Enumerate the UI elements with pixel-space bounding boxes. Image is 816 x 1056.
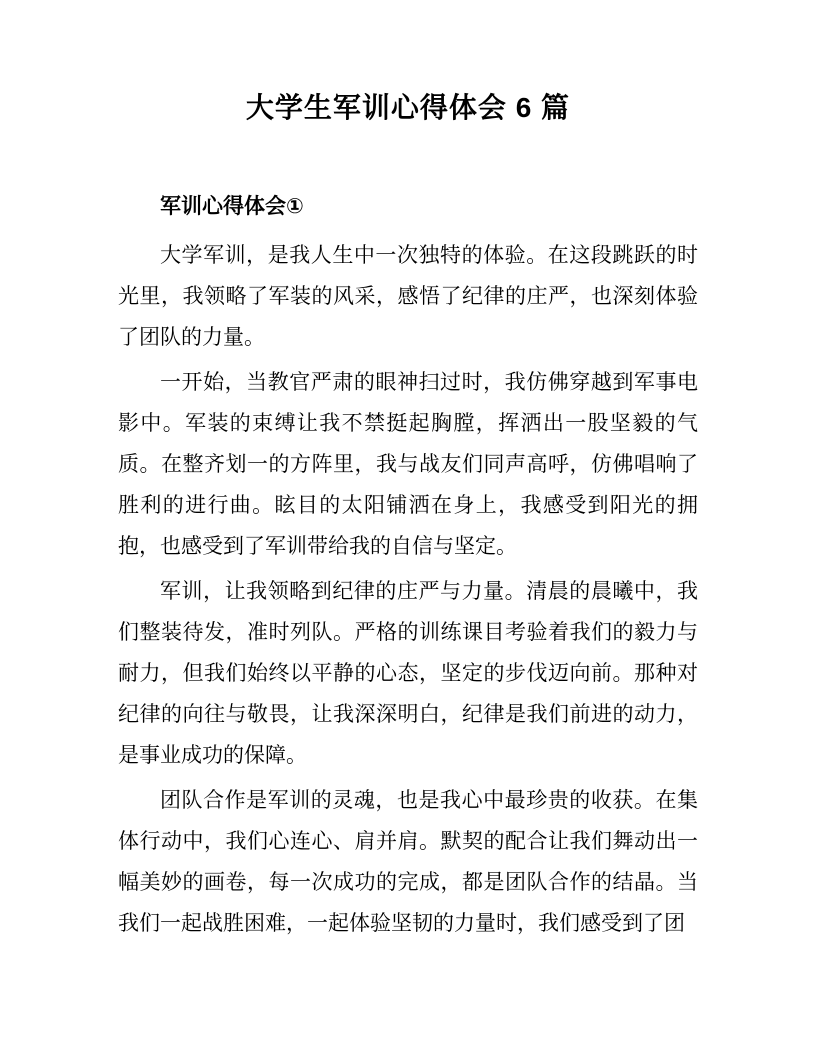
section-heading: 军训心得体会①	[160, 195, 304, 218]
body-paragraph: 军训，让我领略到纪律的庄严与力量。清晨的晨曦中，我们整装待发，准时列队。严格的训练课目考验着我们的毅力与耐力，但我们始终以平静的心态，坚定的步伐迈向前。那种对纪律的向往与敬畏，让我深深明白，纪律是我们前进的动力，是事业成功的保障。	[118, 579, 698, 767]
body-paragraph: 一开始，当教官严肃的眼神扫过时，我仿佛穿越到军事电影中。军装的束缚让我不禁挺起胸膛，挥洒出一股坚毅的气质。在整齐划一的方阵里，我与战友们同声高呼，仿佛唱响了胜利的进行曲。眩目的太阳铺洒在身上，我感受到阳光的拥抱，也感受到了军训带给我的自信与坚定。	[118, 370, 698, 558]
document-body	[118, 186, 698, 944]
document-title: 大学生军训心得体会 6 篇	[245, 92, 571, 123]
body-paragraph: 大学军训，是我人生中一次独特的体验。在这段跳跃的时光里，我领略了军装的风采，感悟了纪律的庄严，也深刻体验了团队的力量。	[118, 243, 698, 349]
body-paragraph: 团队合作是军训的灵魂，也是我心中最珍贵的收获。在集体行动中，我们心连心、肩并肩。默契的配合让我们舞动出一幅美妙的画卷，每一次成功的完成，都是团队合作的结晶。当我们一起战胜困难，一起体验坚韧的力量时，我们感受到了团	[118, 788, 698, 935]
